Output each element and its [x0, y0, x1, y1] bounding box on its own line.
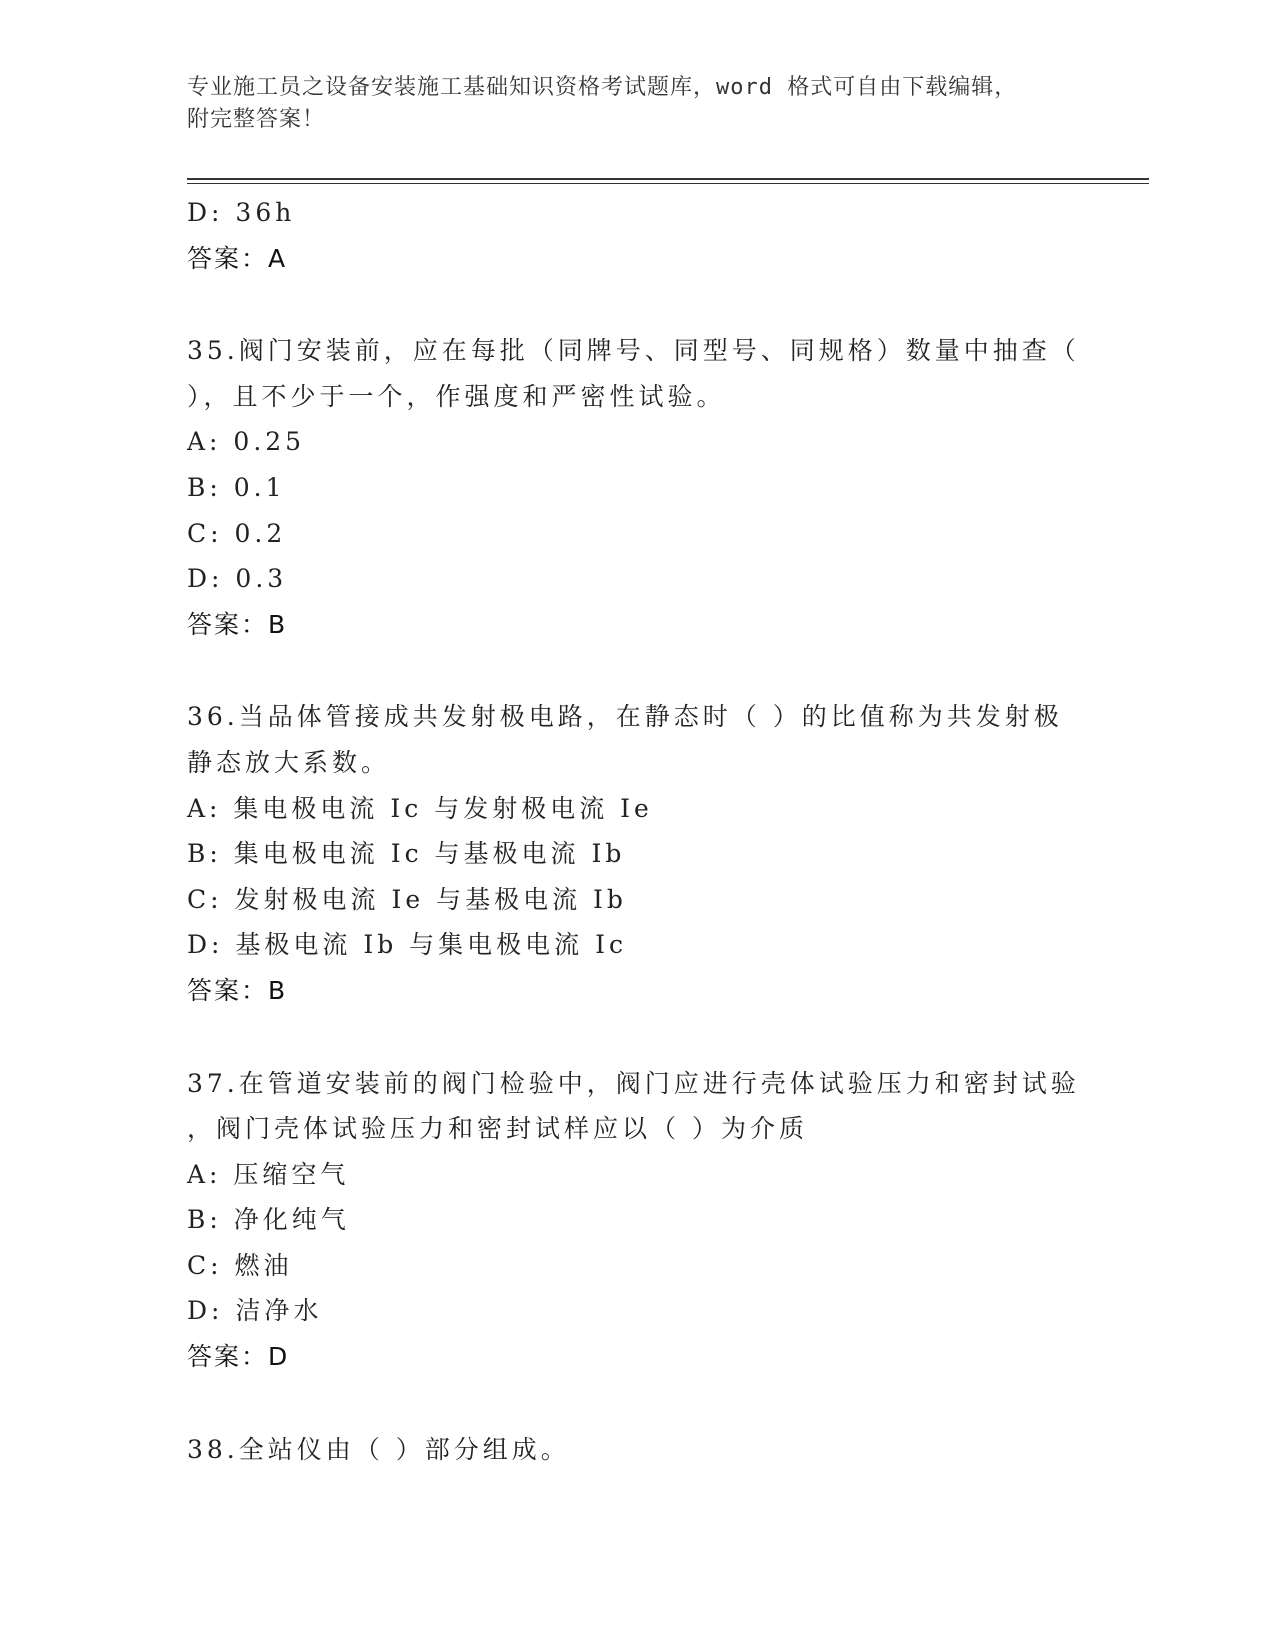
- prev-option-d: D: 36h: [187, 198, 296, 227]
- option-b: B: 净化纯气: [187, 1205, 350, 1235]
- header-divider-thick: [187, 178, 1149, 180]
- option-a: A: 0.25: [187, 427, 306, 457]
- option-b: B: 0.1: [187, 472, 286, 502]
- option-d: D: 洁净水: [187, 1296, 323, 1326]
- page-header: [187, 72, 1087, 136]
- question-38: [187, 1427, 1087, 1473]
- option-d: D: 基极电流 Ib 与集电极电流 Ic: [187, 930, 628, 960]
- answer: 答案：D: [187, 1342, 290, 1372]
- question-list: [187, 190, 1087, 1472]
- option-c: C: 0.2: [187, 518, 287, 548]
- option-d: D: 0.3: [187, 564, 288, 594]
- question-35: [187, 328, 1087, 647]
- question-stem-line-1: 36.当品体管接成共发射极电路，在静态时（ ）的比值称为共发射极: [187, 702, 1063, 732]
- question-36: [187, 694, 1087, 1013]
- spacer: [187, 1014, 1087, 1061]
- header-line-1: 专业施工员之设备安装施工基础知识资格考试题库，word 格式可自由下载编辑，: [187, 75, 1018, 100]
- option-a: A: 压缩空气: [187, 1159, 350, 1189]
- header-divider-thin: [187, 183, 1149, 184]
- prev-answer: 答案：A: [187, 243, 288, 273]
- option-b: B: 集电极电流 Ic 与基极电流 Ib: [187, 839, 626, 869]
- spacer: [187, 1380, 1087, 1427]
- spacer: [187, 281, 1087, 328]
- question-stem-line-2: 静态放大系数。: [187, 747, 391, 777]
- option-c: C: 发射极电流 Ie 与基极电流 Ib: [187, 884, 627, 914]
- question-stem-line-1: 37.在管道安装前的阀门检验中，阀门应进行壳体试验压力和密封试验: [187, 1068, 1080, 1098]
- option-a: A: 集电极电流 Ic 与发射极电流 Ie: [187, 793, 653, 823]
- question-stem-line-2: ），且不少于一个，作强度和严密性试验。: [187, 381, 726, 411]
- answer: 答案：B: [187, 609, 288, 639]
- option-c: C: 燃油: [187, 1250, 293, 1280]
- answer: 答案：B: [187, 975, 288, 1005]
- spacer: [187, 647, 1087, 694]
- question-37: [187, 1061, 1087, 1380]
- question-stem-line-2: ，阀门壳体试验压力和密封试样应以（ ）为介质: [187, 1114, 808, 1144]
- question-stem-line-1: 35.阀门安装前，应在每批（同牌号、同型号、同规格）数量中抽查（: [187, 336, 1080, 366]
- question-stem-line-1: 38.全站仪由（ ）部分组成。: [187, 1434, 570, 1464]
- header-line-2: 附完整答案！: [187, 107, 326, 132]
